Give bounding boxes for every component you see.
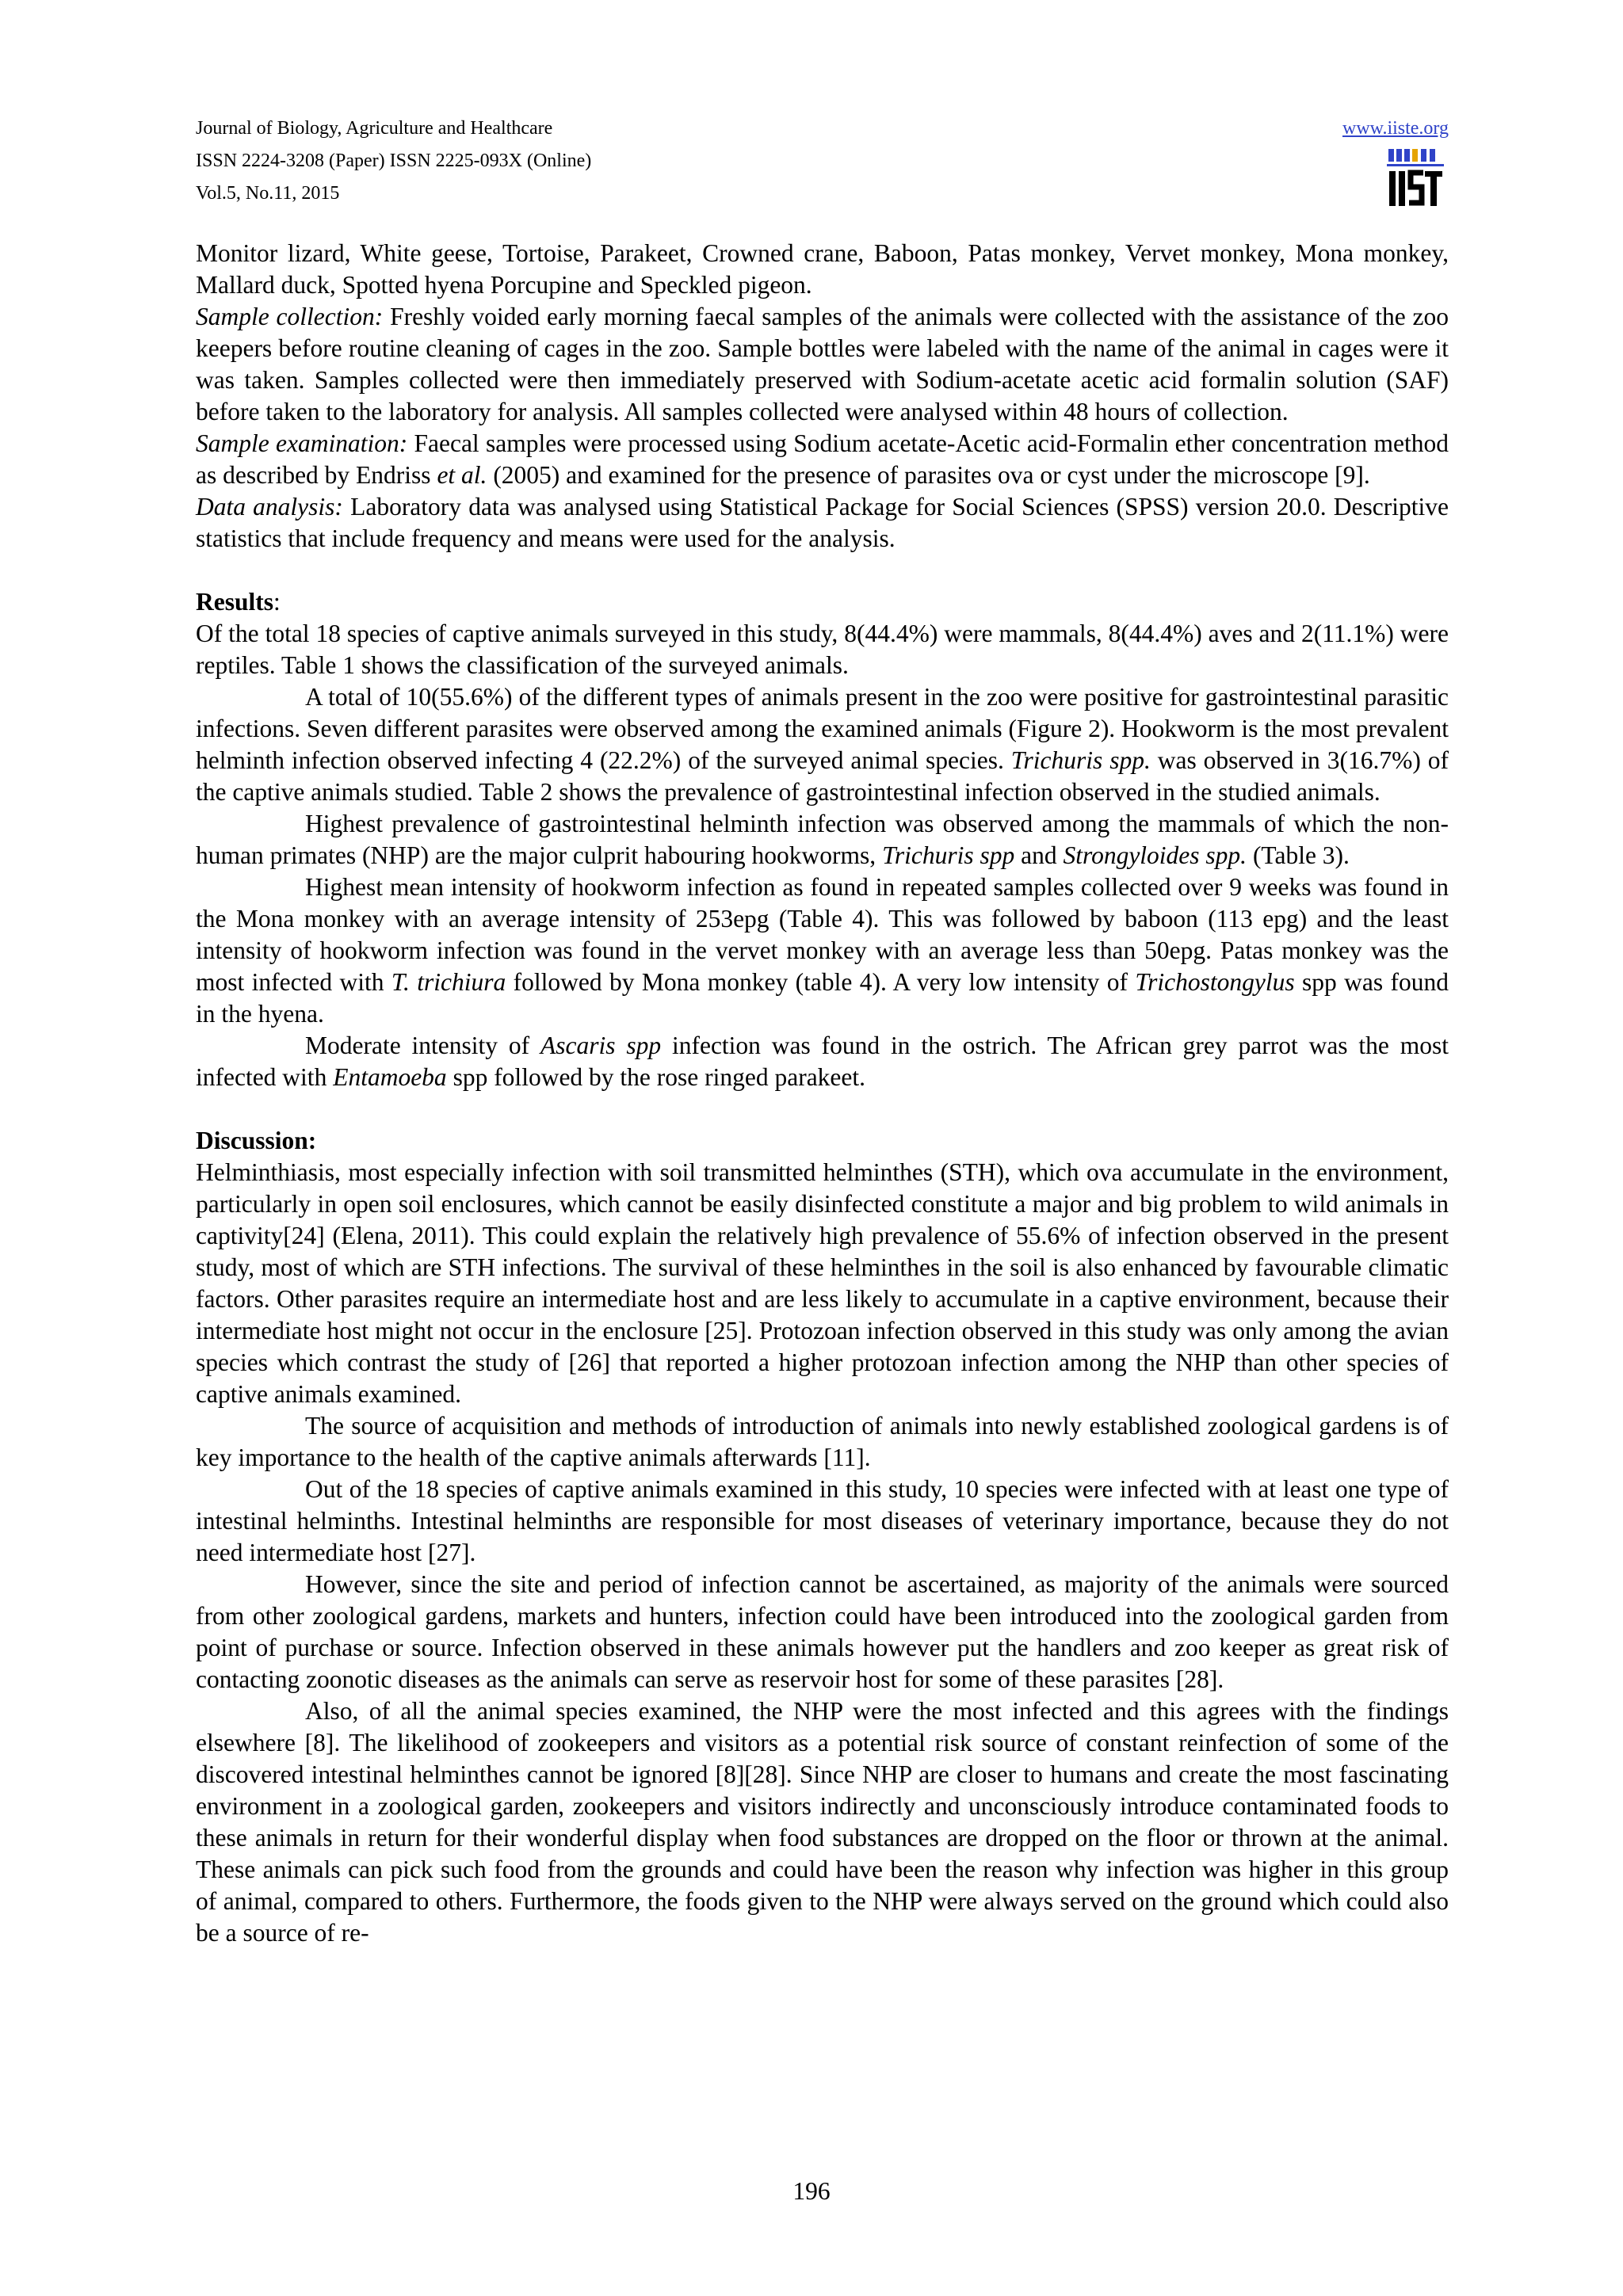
iiste-logo-icon xyxy=(1387,147,1444,209)
paragraph-animal-list: Monitor lizard, White geese, Tortoise, Parakeet, Crowned crane, Baboon, Patas monkey, Vervet monkey, Mona monkey, Mallard duck, Spotted hyena Porcupine and Speckled pigeon. xyxy=(196,239,1449,299)
discussion-heading: Discussion: xyxy=(196,1127,317,1154)
page-number: 196 xyxy=(792,2177,831,2205)
results-paragraph-4: Highest mean intensity of hookworm infection as found in repeated samples collected over 9 weeks was found in the Mona monkey with an average intensity of 253epg (Table 4). This was followed by baboon (113 epg) and the least intensity of hookworm infection was found in the vervet monkey with an average less than 50epg. Patas monkey was the most infected with T. trichiura followed by Mona monkey (table 4). A very low intensity of Trichostongylus spp was found in the hyena. xyxy=(196,873,1449,1028)
journal-info xyxy=(196,113,1449,210)
discussion-paragraph-1: Helminthiasis, most especially infection with soil transmitted helminthes (STH), which ova accumulate in the environment, particularly in open soil enclosures, which cannot be easily disinfected constitute a major and big problem to wild animals in captivity[24] (Elena, 2011). This could explain the relatively high prevalence of 55.6% of infection observed in the present study, most of which are STH infections. The survival of these helminthes in the soil is also enhanced by favourable climatic factors. Other parasites require an intermediate host and are less likely to accumulate in a captive environment, because their intermediate host might not occur in the enclosure [25]. Protozoan infection observed in this study was only among the avian species which contrast the study of [26] that reported a higher protozoan infection among the NHP than other species of captive animals examined. xyxy=(196,1158,1449,1408)
journal-issn: ISSN 2224-3208 (Paper) ISSN 2225-093X (Online) xyxy=(196,151,592,171)
article-body xyxy=(196,238,1449,1949)
page-header xyxy=(196,113,1449,215)
sample-examination-label: Sample examination: xyxy=(196,429,408,457)
discussion-paragraph-3: Out of the 18 species of captive animals examined in this study, 10 species were infected with at least one type of intestinal helminths. Intestinal helminths are responsible for most diseases of veterinary importance, because they do not need intermediate host [27]. xyxy=(196,1475,1449,1566)
data-analysis-label: Data analysis: xyxy=(196,493,343,521)
results-paragraph-2: A total of 10(55.6%) of the different types of animals present in the zoo were positive for gastrointestinal parasitic infections. Seven different parasites were observed among the examined animals (Figure 2). Hookworm is the most prevalent helminth infection observed infecting 4 (22.2%) of the surveyed animal species. Trichuris spp. was observed in 3(16.7%) of the captive animals studied. Table 2 shows the prevalence of gastrointestinal infection observed in the studied animals. xyxy=(196,683,1449,806)
discussion-paragraph-5: Also, of all the animal species examined, the NHP were the most infected and this agrees with the findings elsewhere [8]. The likelihood of zookeepers and visitors as a potential risk source of constant reinfection of some of the discovered intestinal helminthes cannot be ignored [8][28]. Since NHP are closer to humans and create the most fascinating environment in a zoological garden, zookeepers and visitors indirectly and unconsciously introduce contaminated foods to these animals in return for their wonderful display when food substances are dropped on the floor or thrown at the animal. These animals can pick such food from the grounds and could have been the reason why infection was higher in this group of animal, compared to others. Furthermore, the foods given to the NHP were always served on the ground which could also be a source of re- xyxy=(196,1697,1449,1947)
sample-collection-label: Sample collection: xyxy=(196,303,384,330)
journal-volume: Vol.5, No.11, 2015 xyxy=(196,183,340,204)
results-paragraph-3: Highest prevalence of gastrointestinal helminth infection was observed among the mammals of which the non-human primates (NHP) are the major culprit habouring hookworms, Trichuris spp and Strongyloides spp. (Table 3). xyxy=(196,810,1449,869)
results-heading: Results: xyxy=(196,588,281,616)
discussion-paragraph-2: The source of acquisition and methods of introduction of animals into newly established zoological gardens is of key importance to the health of the captive animals afterwards [11]. xyxy=(196,1412,1449,1471)
discussion-paragraph-4: However, since the site and period of infection cannot be ascertained, as majority of the animals were sourced from other zoological gardens, markets and hunters, infection could have been introduced into the zoological garden from point of purchase or source. Infection observed in these animals however put the handlers and zoo keeper as great risk of contacting zoonotic diseases as the animals can serve as reservoir host for some of these parasites [28]. xyxy=(196,1570,1449,1693)
results-paragraph-5: Moderate intensity of Ascaris spp infection was found in the ostrich. The African grey parrot was the most infected with Entamoeba spp followed by the rose ringed parakeet. xyxy=(196,1032,1449,1091)
results-paragraph-1: Of the total 18 species of captive animals surveyed in this study, 8(44.4%) were mammals, 8(44.4%) aves and 2(11.1%) were reptiles. Table 1 shows the classification of the surveyed animals. xyxy=(196,620,1449,679)
journal-url-link[interactable]: www.iiste.org xyxy=(1342,118,1449,139)
paragraph-sample-examination: Sample examination: Faecal samples were processed using Sodium acetate-Acetic acid-Formalin ether concentration method as described by Endriss et al. (2005) and examined for the presence of parasites ova or cyst under the microscope [9]. xyxy=(196,429,1449,489)
paragraph-data-analysis: Data analysis: Laboratory data was analysed using Statistical Package for Social Sciences (SPSS) version 20.0. Descriptive statistics that include frequency and means were used for the analysis. xyxy=(196,493,1449,552)
journal-title: Journal of Biology, Agriculture and Healthcare xyxy=(196,118,553,139)
paragraph-sample-collection: Sample collection: Freshly voided early morning faecal samples of the animals were collected with the assistance of the zoo keepers before routine cleaning of cages in the zoo. Sample bottles were labeled with the name of the animal in cages were it was taken. Samples collected were then immediately preserved with Sodium-acetate acetic acid formalin solution (SAF) before taken to the laboratory for analysis. All samples collected were analysed within 48 hours of collection. xyxy=(196,303,1449,425)
